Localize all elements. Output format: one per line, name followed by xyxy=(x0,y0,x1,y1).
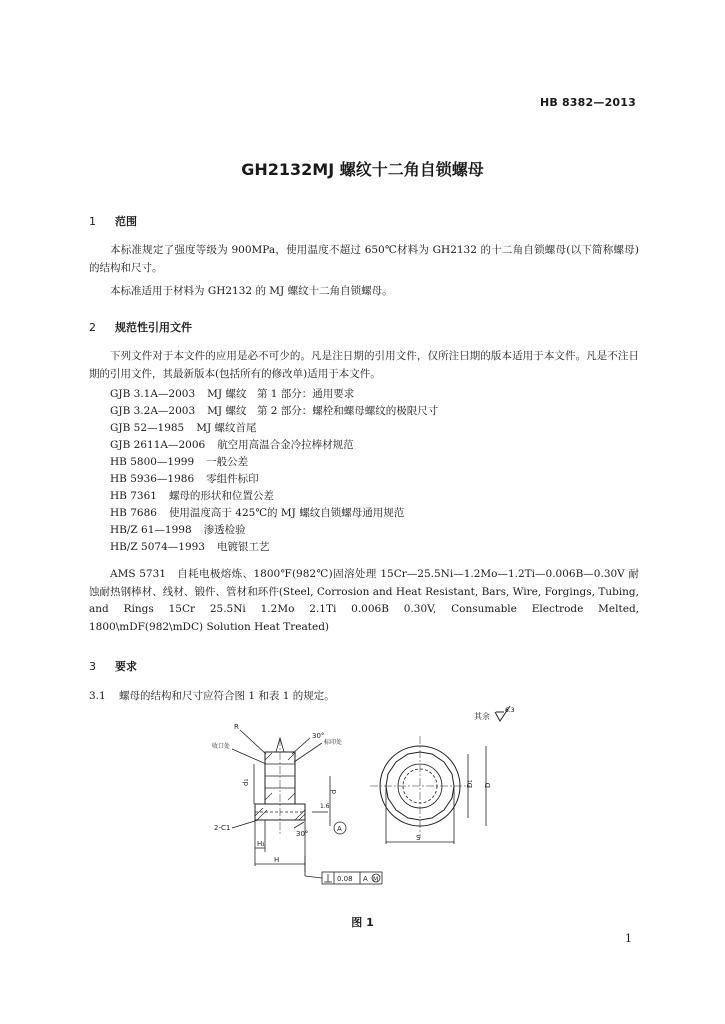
svg-text:2-C1: 2-C1 xyxy=(214,824,231,832)
section-number: 2 xyxy=(89,321,96,334)
reference-item: HB 5936—1986 零组件标印 xyxy=(110,473,259,485)
section-number: 1 xyxy=(89,215,96,228)
section-2-intro: 下列文件对于本文件的应用是必不可少的。凡是注日期的引用文件，仅所注日期的版本适用于本文件。凡是不注日期的引用文件，其最新版本(包括所有的修改单)适用于本文件。 xyxy=(89,350,639,380)
figure-1-drawing xyxy=(210,716,510,906)
section-1-heading xyxy=(89,213,137,229)
svg-text:S: S xyxy=(416,834,421,842)
svg-text:H: H xyxy=(274,856,280,864)
svg-text:D: D xyxy=(484,782,492,788)
svg-text:M: M xyxy=(373,876,379,883)
document-title: GH2132MJ 螺纹十二角自锁螺母 xyxy=(241,160,484,179)
section-number: 3 xyxy=(89,660,96,673)
svg-text:6.3: 6.3 xyxy=(504,707,515,714)
standard-code: HB 8382—2013 xyxy=(539,96,636,109)
nut-side-view xyxy=(255,738,305,836)
reference-item: GJB 52—1985 MJ 螺纹首尾 xyxy=(110,422,257,434)
section-3-heading xyxy=(89,658,137,674)
section-title: 规范性引用文件 xyxy=(115,321,192,334)
svg-text:R: R xyxy=(234,723,239,731)
reference-item: HB 7361 螺母的形状和位置公差 xyxy=(110,490,274,502)
page-number: 1 xyxy=(625,932,632,945)
reference-item: GJB 2611A—2006 航空用高温合金冷拉棒材规范 xyxy=(110,439,354,451)
svg-text:标印处: 标印处 xyxy=(324,739,343,746)
svg-text:D₁: D₁ xyxy=(466,779,474,788)
svg-text:A: A xyxy=(337,825,342,833)
section-1-paragraph-1: 本标准规定了强度等级为 900MPa，使用温度不超过 650℃材料为 GH2132 的十二角自锁螺母(以下简称螺母)的结构和尺寸。 xyxy=(89,244,639,274)
section-title: 要求 xyxy=(115,660,137,673)
reference-item: HB/Z 5074—1993 电镀银工艺 xyxy=(110,541,270,553)
reference-item: HB/Z 61—1998 渗透检验 xyxy=(110,524,246,536)
figure-caption: 图 1 xyxy=(351,916,374,929)
section-2-heading xyxy=(89,319,192,335)
svg-text:0.08: 0.08 xyxy=(337,875,353,883)
section-title: 范围 xyxy=(115,215,137,228)
clause-3-1 xyxy=(89,688,335,703)
surface-roughness-note: 其余 6.3 xyxy=(474,707,515,721)
clause-number: 3.1 xyxy=(89,690,106,702)
svg-text:d₁: d₁ xyxy=(242,778,250,786)
svg-text:A: A xyxy=(363,875,368,883)
reference-item: GJB 3.1A—2003 MJ 螺纹 第 1 部分：通用要求 xyxy=(110,388,355,400)
svg-text:d: d xyxy=(330,789,338,794)
svg-text:H₁: H₁ xyxy=(257,840,266,848)
reference-item: HB 7686 使用温度高于 425℃的 MJ 螺纹自锁螺母通用规范 xyxy=(110,507,405,519)
nut-end-view xyxy=(370,736,492,844)
svg-text:收口处: 收口处 xyxy=(212,743,231,750)
section-1-paragraph-2: 本标准适用于材料为 GH2132 的 MJ 螺纹十二角自锁螺母。 xyxy=(110,285,393,297)
svg-text:1.6: 1.6 xyxy=(320,803,330,810)
svg-text:30°: 30° xyxy=(312,732,325,740)
reference-item: HB 5800—1999 一般公差 xyxy=(110,456,249,468)
ams-reference: AMS 5731 自耗电极熔炼、1800℉(982℃)固溶处理 15Cr—25.5Ni—1.2Mo—1.2Ti—0.006B—0.30V 耐蚀耐热钢棒材、线材、锻件、管材和环件(Steel, Corrosion and Heat Resistant, Bars, Wire, Forgings, Tubing, and Rings 15Cr 25.5Ni 1.2Mo 2.1Ti 0.006B 0.30V, Consumable Electrode Melted, 1800\mDF(982\mDC) Solution Heat Treated) xyxy=(89,568,639,633)
svg-text:30°: 30° xyxy=(296,830,309,838)
clause-text: 螺母的结构和尺寸应符合图 1 和表 1 的规定。 xyxy=(119,690,335,702)
reference-item: GJB 3.2A—2003 MJ 螺纹 第 2 部分：螺栓和螺母螺纹的极限尺寸 xyxy=(110,405,439,417)
